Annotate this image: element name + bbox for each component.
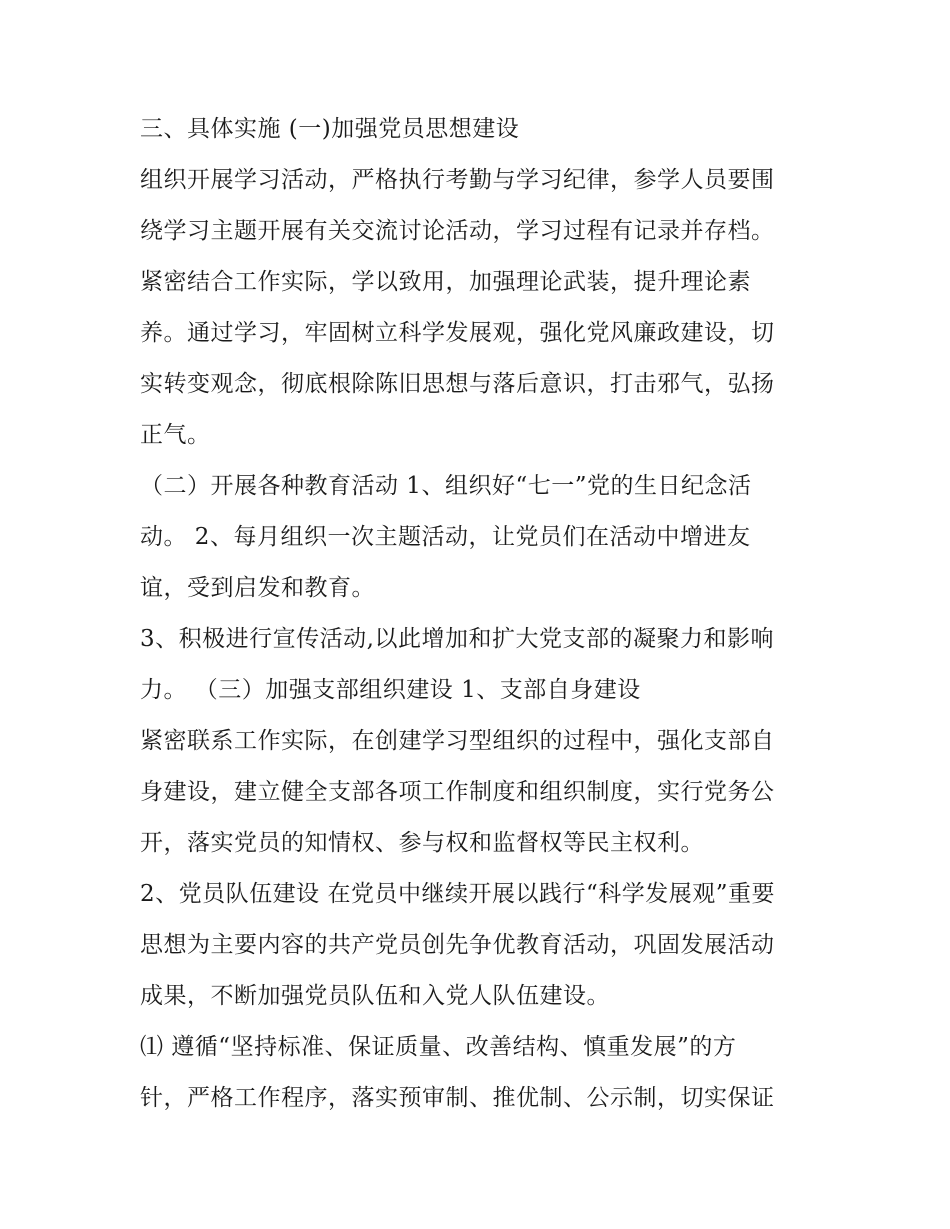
text-line: 动。 2、每月组织一次主题活动，让党员们在活动中增进友 [140, 524, 751, 550]
text-line: （二）开展各种教育活动 1、组织好“七一”党的生日纪念活 [140, 473, 752, 499]
text-line: 成果，不断加强党员队伍和入党人队伍建设。 [140, 983, 610, 1009]
text-line: 身建设，建立健全支部各项工作制度和组织制度，实行党务公 [140, 779, 775, 805]
text-line: 实转变观念，彻底根除陈旧思想与落后意识，打击邪气，弘扬 [140, 371, 775, 397]
text-line: 紧密结合工作实际，学以致用，加强理论武装，提升理论素 [140, 269, 751, 295]
text-line: 思想为主要内容的共产党员创先争优教育活动，巩固发展活动 [140, 932, 775, 958]
text-line: ⑴ 遵循“坚持标准、保证质量、改善结构、慎重发展”的方 [140, 1034, 737, 1060]
text-line: 养。通过学习，牢固树立科学发展观，强化党风廉政建设，切 [140, 320, 775, 346]
text-line: 紧密联系工作实际，在创建学习型组织的过程中，强化支部自 [140, 728, 775, 754]
text-line: 绕学习主题开展有关交流讨论活动，学习过程有记录并存档。 [140, 218, 775, 244]
text-line: 3、积极进行宣传活动,以此增加和扩大党支部的凝聚力和影响 [140, 626, 774, 652]
text-line: 正气。 [140, 422, 211, 448]
text-line: 针，严格工作程序，落实预审制、推优制、公示制，切实保证 [140, 1085, 775, 1111]
text-line: 三、具体实施 (一)加强党员思想建设 [140, 116, 520, 142]
text-line: 力。 （三）加强支部组织建设 1、支部自身建设 [140, 677, 641, 703]
text-line: 组织开展学习活动，严格执行考勤与学习纪律，参学人员要围 [140, 167, 775, 193]
text-line: 谊，受到启发和教育。 [140, 575, 375, 601]
text-line: 2、党员队伍建设 在党员中继续开展以践行“科学发展观”重要 [140, 881, 775, 907]
text-line: 开，落实党员的知情权、参与权和监督权等民主权利。 [140, 830, 704, 856]
